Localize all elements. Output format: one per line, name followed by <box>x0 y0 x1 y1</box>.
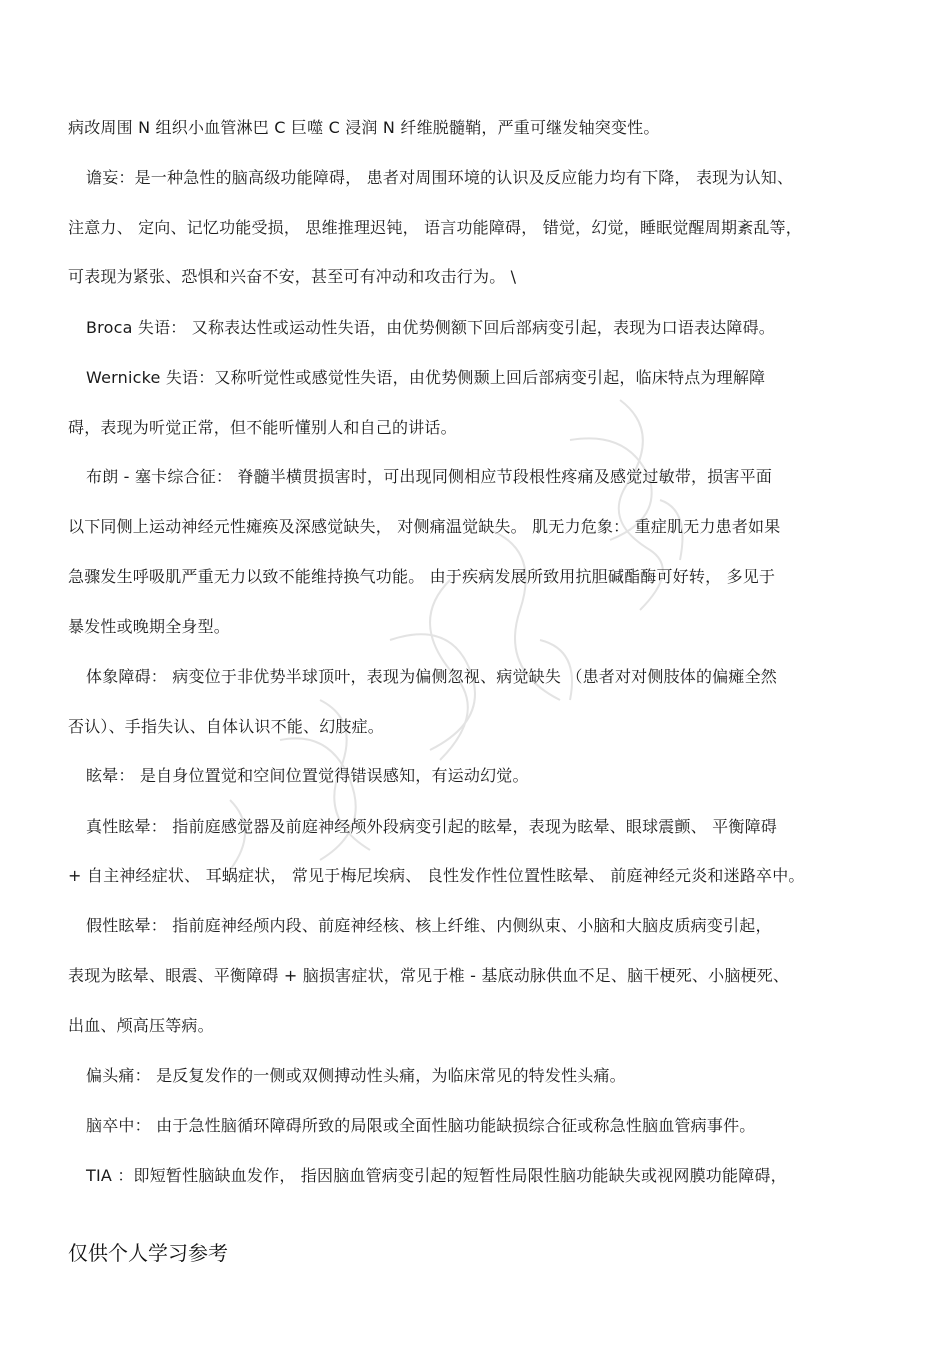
text-line: 体象障碍： 病变位于非优势半球顶叶，表现为偏侧忽视、病觉缺失 （患者对对侧肢体的偏瘫全然 <box>86 667 777 686</box>
text-line: 脑卒中： 由于急性脑循环障碍所致的局限或全面性脑功能缺损综合征或称急性脑血管病事件。 <box>86 1116 756 1135</box>
text-line: 出血、颅高压等病。 <box>68 1016 214 1035</box>
text-line: TIA ：即短暂性脑缺血发作， 指因脑血管病变引起的短暂性局限性脑功能缺失或视网膜功能障碍， <box>86 1166 787 1185</box>
text-line: 偏头痛： 是反复发作的一侧或双侧搏动性头痛，为临床常见的特发性头痛。 <box>86 1066 626 1085</box>
text-line: 病改周围 N 组织小血管淋巴 C 巨噬 C 浸润 N 纤维脱髓鞘，严重可继发轴突变性。 <box>68 118 660 137</box>
text-line: Broca 失语： 又称表达性或运动性失语，由优势侧额下回后部病变引起，表现为口语表达障碍。 <box>86 318 775 337</box>
text-line: 注意力、 定向、记忆功能受损， 思维推理迟钝， 语言功能障碍， 错觉，幻觉，睡眠觉醒周期紊乱等， <box>68 218 802 237</box>
text-line: 谵妄：是一种急性的脑高级功能障碍， 患者对周围环境的认识及反应能力均有下降， 表现为认知、 <box>86 168 794 187</box>
text-line: 否认）、手指失认、自体认识不能、幻肢症。 <box>68 717 385 736</box>
text-line: + 自主神经症状、 耳蜗症状， 常见于梅尼埃病、 良性发作性位置性眩晕、 前庭神经元炎和迷路卒中。 <box>68 866 805 885</box>
text-line: 暴发性或晚期全身型。 <box>68 617 231 636</box>
text-line: 布朗 - 塞卡综合征： 脊髓半横贯损害时，可出现同侧相应节段根性疼痛及感觉过敏带，损害平面 <box>86 467 773 486</box>
text-line: 以下同侧上运动神经元性瘫痪及深感觉缺失， 对侧痛温觉缺失。 肌无力危象： 重症肌无力患者如果 <box>68 517 781 536</box>
footer-note: 仅供个人学习参考 <box>68 1241 228 1265</box>
text-line: 眩晕： 是自身位置觉和空间位置觉得错误感知，有运动幻觉。 <box>86 766 529 785</box>
text-line: 假性眩晕： 指前庭神经颅内段、前庭神经核、核上纤维、内侧纵束、小脑和大脑皮质病变引起， <box>86 916 772 935</box>
text-line: 碍，表现为听觉正常，但不能听懂别人和自己的讲话。 <box>68 418 457 437</box>
text-line: Wernicke 失语：又称听觉性或感觉性失语，由优势侧颞上回后部病变引起，临床特点为理解障 <box>86 368 766 387</box>
text-line: 表现为眩晕、眼震、平衡障碍 + 脑损害症状，常见于椎 - 基底动脉供血不足、脑干梗死、小脑梗死、 <box>68 966 790 985</box>
text-line: 急骤发生呼吸肌严重无力以致不能维持换气功能。 由于疾病发展所致用抗胆碱酯酶可好转， 多见于 <box>68 567 776 586</box>
text-line: 真性眩晕： 指前庭感觉器及前庭神经颅外段病变引起的眩晕，表现为眩晕、眼球震颤、 平衡障碍 <box>86 817 777 836</box>
text-line: 可表现为紧张、恐惧和兴奋不安，甚至可有冲动和攻击行为。 \ <box>68 267 517 286</box>
